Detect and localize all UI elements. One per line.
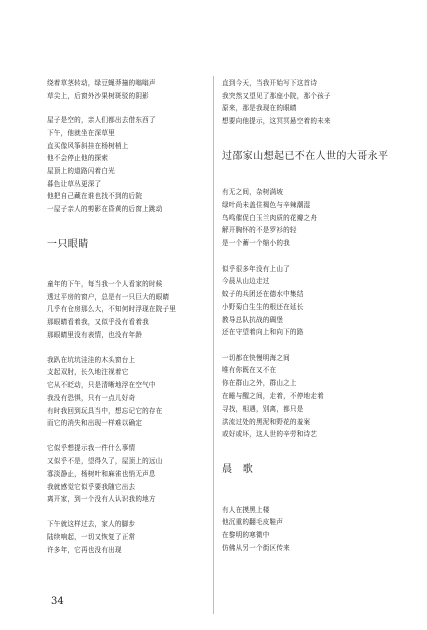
poem-line: 寻找，相遇，别离，都只是 xyxy=(222,405,304,413)
poem-line: 在睡与醒之间，走着，不停地走着 xyxy=(222,392,324,400)
poem-line: 有无之间，杂树满坡 xyxy=(222,188,284,196)
poem-line: 绿叶尚未盖住褐色与辛辣潮湿 xyxy=(222,201,311,209)
poem-line: 原来，那是我现在的眼睛 xyxy=(222,104,297,112)
poem-line: 支起双肘，长久地注视着它 xyxy=(47,368,129,376)
poem-line: 一屋子亲人的剪影在昏黄的后窗上跳动 xyxy=(47,205,163,213)
poem-line: 仿佛从另一个街区传来 xyxy=(222,544,290,552)
poem-line: 陆续响起，一切又恢复了正常 xyxy=(47,533,136,541)
poem-line: 直到今天，当我开始写下这首诗 xyxy=(222,79,318,87)
poem-line: 草尖上，后窗外沙果树斑驳的阴影 xyxy=(47,92,149,100)
poem-line: 离开家，到一个没有人认识我的地方 xyxy=(47,495,156,503)
poem-line: 解开胸怀的不是罗衫的轻 xyxy=(222,226,297,234)
page-number: 34 xyxy=(51,596,64,607)
poem-line: 你在群山之外，群山之上 xyxy=(222,379,297,387)
poem-line: 我没有恐惧，只有一点儿好奇 xyxy=(47,394,136,402)
poem-title-morning-song: 晨 歌 xyxy=(222,464,254,475)
poem-line: 今晨从山边走过 xyxy=(222,277,270,285)
poem-line: 我突然又望见了那座小院，那个孩子 xyxy=(222,92,331,100)
poem-line: 下午，他就坐在深草里 xyxy=(47,129,115,137)
poem-line: 绕着草茎转动，绿豆蝇莽撞的嗡嗡声 xyxy=(47,79,156,87)
poem-line: 寡淡静止，杨树叶和麻雀也悄无声息 xyxy=(47,470,156,478)
poem-line: 童年的下午，每当我一个人看家的时候 xyxy=(47,280,163,288)
poem-line: 他把自己藏在谁也找不到的后院 xyxy=(47,192,143,200)
poem-line: 而它的消失和出现一样难以确定 xyxy=(47,419,143,427)
poem-line: 蚊子的兵团还在德水中集结 xyxy=(222,290,304,298)
poem-line: 有人在摸黑上楼 xyxy=(222,506,270,514)
poem-line: 屋子是空的，亲人们都出去借东西了 xyxy=(47,116,156,124)
poem-line: 唯有你既在又不在 xyxy=(222,366,277,374)
poem-line: 一切都在快慢明海之间 xyxy=(222,354,290,362)
column-divider xyxy=(213,76,214,614)
poem-line: 他沉重的翻毛皮鞋声 xyxy=(222,518,284,526)
poem-line: 我就感觉它似乎要我随它出去 xyxy=(47,483,136,491)
poem-line: 教导总队抗战的碉堡 xyxy=(222,316,284,324)
poem-line: 暮色让草丛更深了 xyxy=(47,180,102,188)
poem-line: 那眼睛里没有表情，也没有年龄 xyxy=(47,331,143,339)
poem-line: 还在守望着向上和向下的路 xyxy=(222,328,304,336)
poem-line: 是一个蓄一个缩小的我 xyxy=(222,239,290,247)
poem-line: 屋顶上的道路闪着白光 xyxy=(47,167,115,175)
poem-line: 它从不眨动，只是清晰地浮在空气中 xyxy=(47,381,156,389)
poem-line: 或好或坏，这人世的辛劳和诗艺 xyxy=(222,430,318,438)
poem-line: 它似乎想提示我一件什么事情 xyxy=(47,444,136,452)
poem-line: 透过平房的窗户，总是有一只巨大的眼睛 xyxy=(47,293,170,301)
poem-line: 那眼睛看着我，又似乎没有看着我 xyxy=(47,318,149,326)
poem-line: 几乎有仓房那么大，不知何时浮现在院子里 xyxy=(47,305,177,313)
poem-line: 似乎很多年没有上山了 xyxy=(222,265,290,273)
poem-line: 又似乎不是，望得久了，屋顶上的远山 xyxy=(47,457,163,465)
poem-line: 洪流过处的黑泥和野花的羞案 xyxy=(222,418,311,426)
poem-line: 小野菊白生生的根还在延长 xyxy=(222,303,304,311)
poem-line: 下午就这样过去，家人的脚步 xyxy=(47,520,136,528)
poem-line: 鸟鸣催促白玉兰肉质的花瓣之舟 xyxy=(222,214,318,222)
poem-line: 我趴在坑坑洼洼的木头窗台上 xyxy=(47,356,136,364)
poem-title-one-eye: 一只眼睛 xyxy=(47,239,89,250)
poem-line: 有时我回到玩具当中，想忘记它的存在 xyxy=(47,407,163,415)
poem-line: 想要向他提示，这冥冥悬空着的未来 xyxy=(222,117,331,125)
poem-line: 他不会停止他的探索 xyxy=(47,154,109,162)
poem-line: 直买像风筝斜挂在杨树梢上 xyxy=(47,142,129,150)
poem-line: 在黎明的寒微中 xyxy=(222,531,270,539)
poem-title-shaojiashan: 过邵家山想起已不在人世的大哥永平 xyxy=(222,151,389,162)
poem-line: 许多年，它再也没有出现 xyxy=(47,546,122,554)
